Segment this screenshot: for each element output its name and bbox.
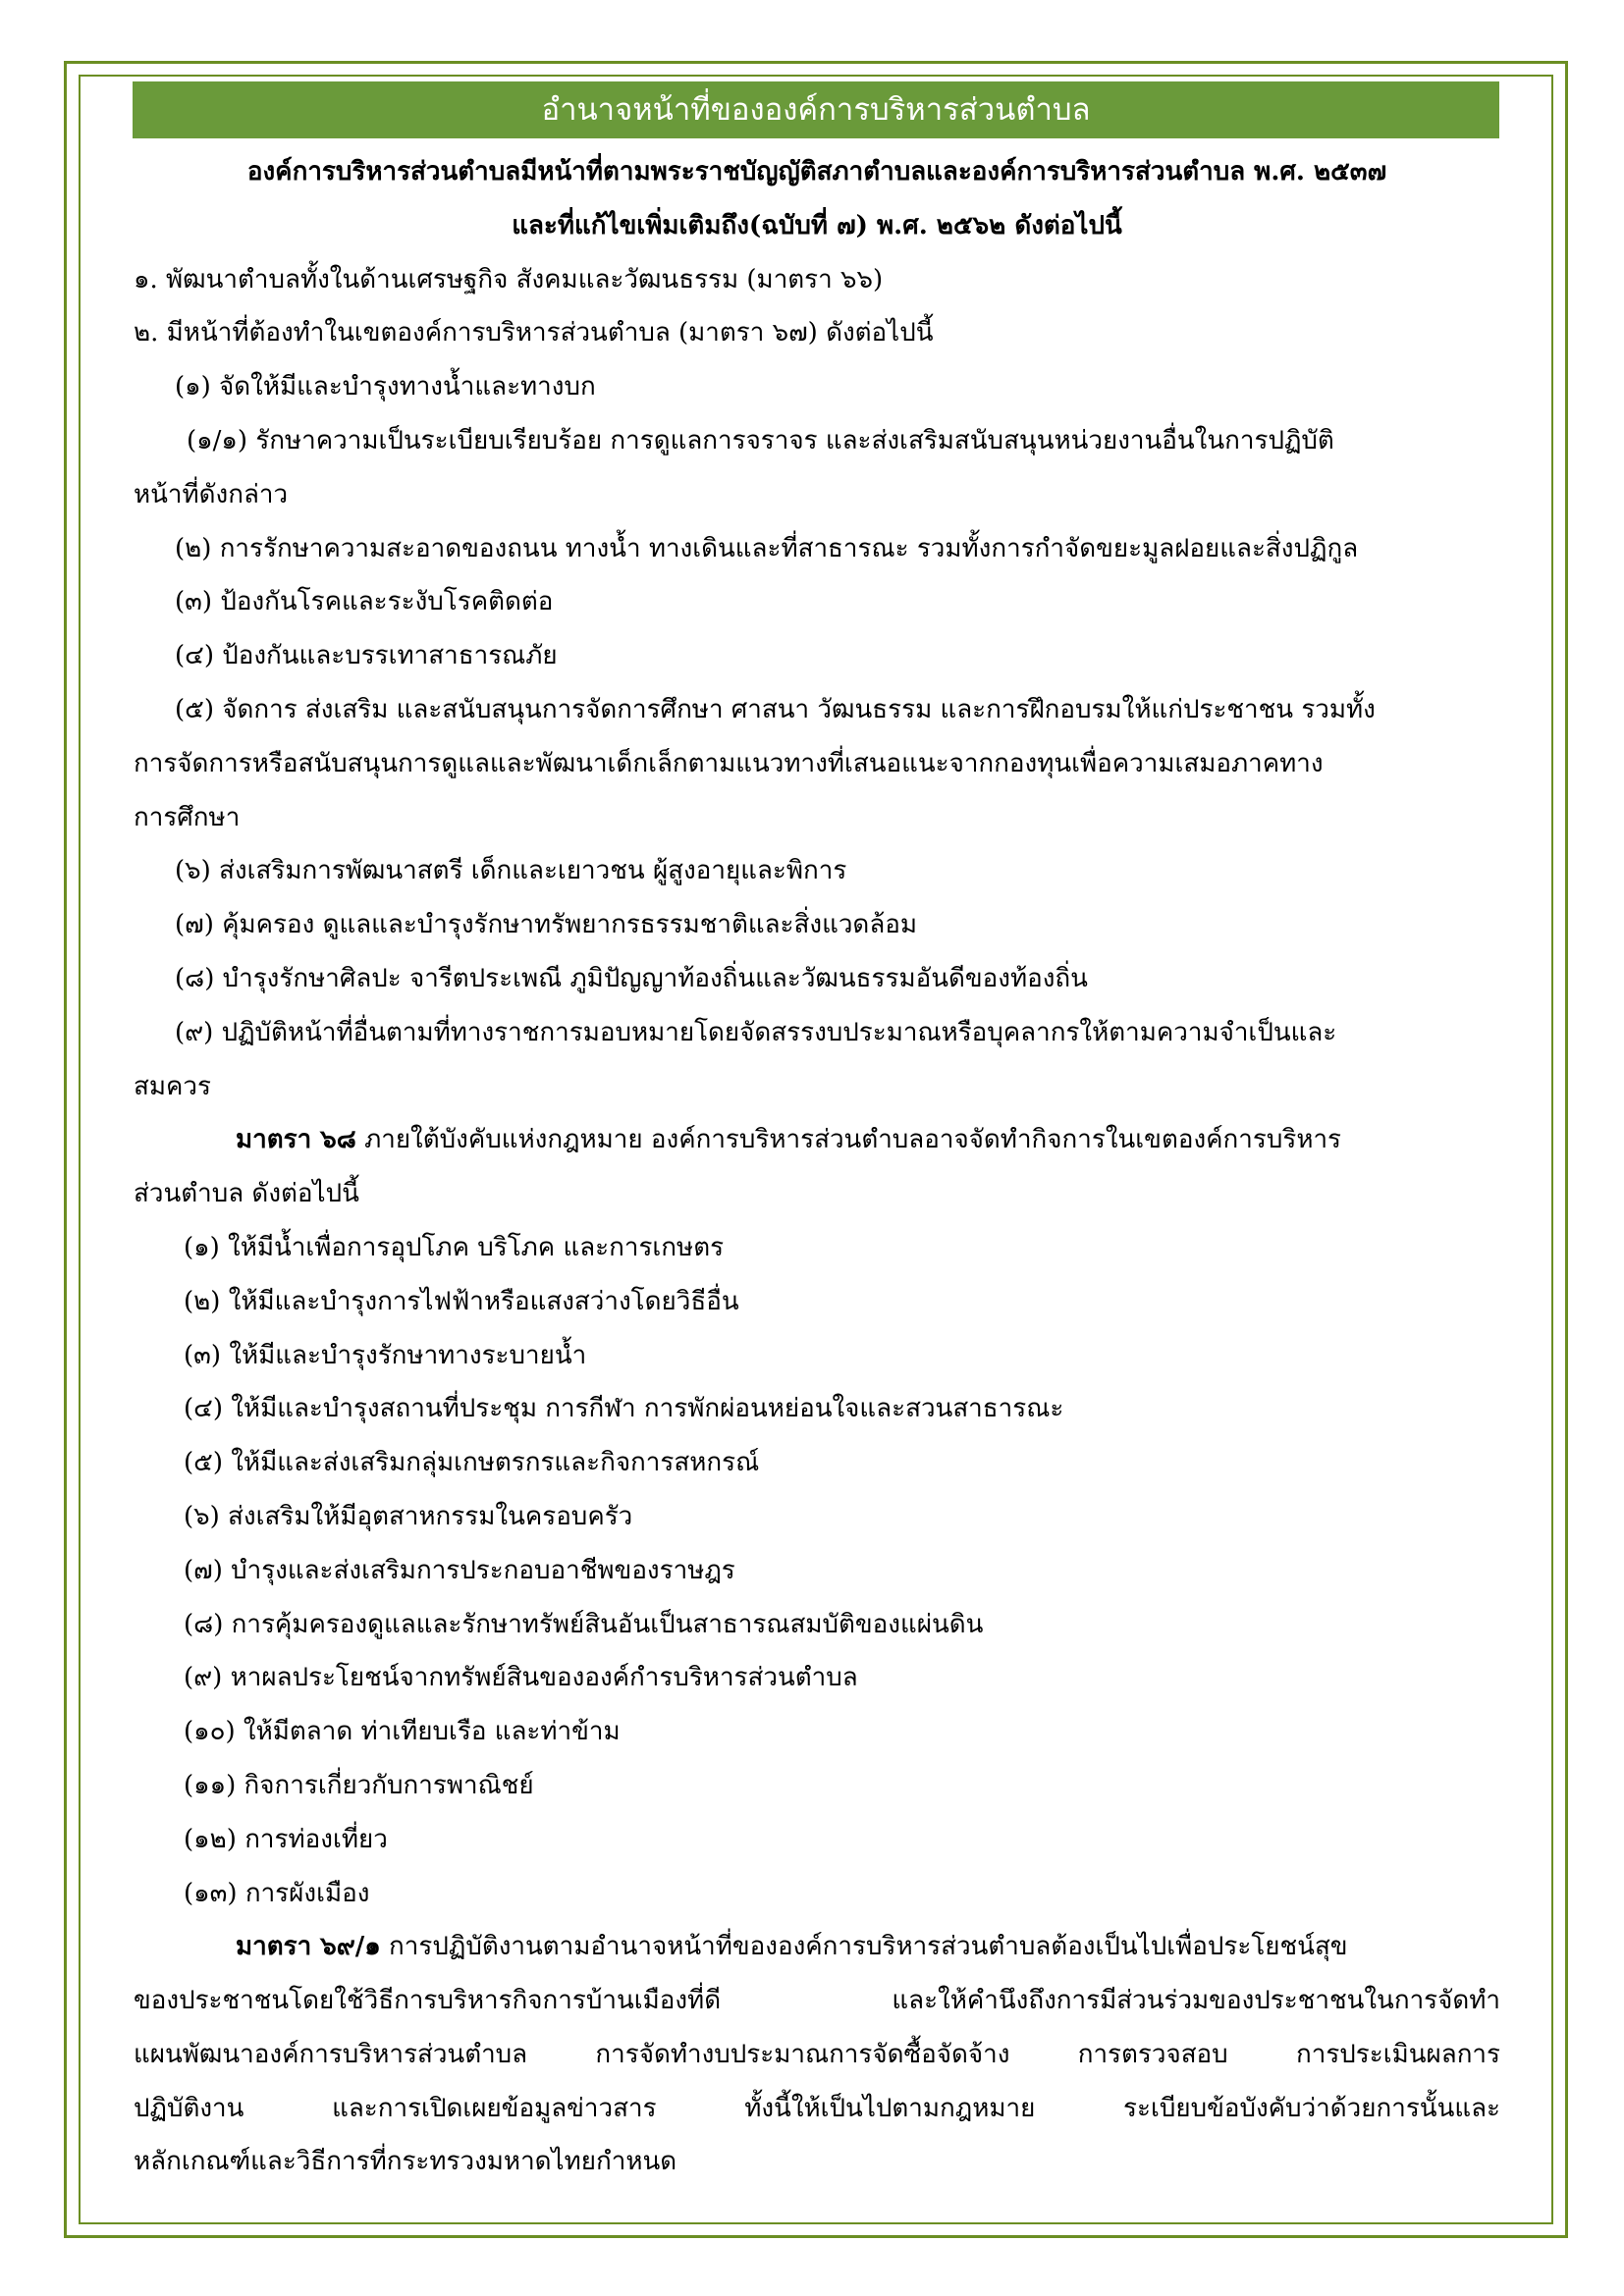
section-69-1-line-5: หลักเกณฑ์และวิธีการที่กระทรวงมหาดไทยกำหนด [134, 2147, 677, 2177]
document-body [134, 145, 1500, 2189]
duty-7: (๗) คุ้มครอง ดูแลและบำรุงรักษาทรัพยากรธรรมชาติและสิ่งแวดล้อม [175, 910, 918, 940]
section-68-item-3: (๓) ให้มีและบำรุงรักษาทางระบายน้ำ [184, 1340, 587, 1370]
section-69-1-text: การปฏิบัติงานตามอำนาจหน้าที่ขององค์การบริหารส่วนตำบลต้องเป็นไปเพื่อประโยชน์สุข [380, 1932, 1348, 1962]
section-68-item-11: (๑๑) กิจการเกี่ยวกับการพาณิชย์ [184, 1770, 534, 1800]
section-68-item-1: (๑) ให้มีน้ำเพื่อการอุปโภค บริโภค และการเกษตร [184, 1232, 725, 1262]
duty-9-line-1: (๙) ปฏิบัติหน้าที่อื่นตามที่ทางราชการมอบหมายโดยจัดสรรงบประมาณหรือบุคลากรให้ตามความจำเป็นและ [175, 1017, 1337, 1047]
section-69-1-line-2: ของประชาชนโดยใช้วิธีการบริหารกิจการบ้านเมืองที่ดี และให้คำนึงถึงการมีส่วนร่วมของประชาชนในการจัดทำ [134, 1986, 1500, 2016]
section-68-item-7: (๗) บำรุงและส่งเสริมการประกอบอาชีพของราษฎร [184, 1555, 735, 1585]
duty-9-line-2: สมควร [134, 1071, 211, 1101]
section-68-item-13: (๑๓) การผังเมือง [184, 1878, 370, 1908]
section-68-item-12: (๑๒) การท่องเที่ยว [184, 1824, 388, 1854]
section-69-1-line-1 [134, 1920, 1500, 1974]
duty-4: (๔) ป้องกันและบรรเทาสาธารณภัย [175, 641, 558, 671]
section-68-item-9: (๙) หาผลประโยชน์จากทรัพย์สินขององค์กำรบริหารส่วนตำบล [184, 1663, 858, 1693]
section-68-item-5: (๕) ให้มีและส่งเสริมกลุ่มเกษตรกรและกิจการสหกรณ์ [184, 1448, 760, 1478]
section-68-item-8: (๘) การคุ้มครองดูแลและรักษาทรัพย์สินอันเป็นสาธารณสมบัติของแผ่นดิน [184, 1609, 984, 1639]
item-1: ๑. พัฒนาตำบลทั้งในด้านเศรษฐกิจ สังคมและวัฒนธรรม (มาตรา ๖๖) [134, 264, 884, 294]
section-68-line-2: ส่วนตำบล ดังต่อไปนี้ [134, 1179, 359, 1209]
duty-8: (๘) บำรุงรักษาศิลปะ จารีตประเพณี ภูมิปัญญาท้องถิ่นและวัฒนธรรมอันดีของท้องถิ่น [175, 963, 1088, 993]
duty-1-1-line-2: หน้าที่ดังกล่าว [134, 479, 289, 509]
item-2: ๒. มีหน้าที่ต้องทำในเขตองค์การบริหารส่วนตำบล (มาตรา ๖๗) ดังต่อไปนี้ [134, 318, 934, 348]
duty-5-line-1: (๕) จัดการ ส่งเสริม และสนับสนุนการจัดการศึกษา ศาสนา วัฒนธรรม และการฝึกอบรมให้แก่ประชาชน รวมทั้ง [175, 694, 1376, 724]
section-68-item-10: (๑๐) ให้มีตลาด ท่าเทียบเรือ และท่าข้าม [184, 1717, 621, 1747]
section-68-item-2: (๒) ให้มีและบำรุงการไฟฟ้าหรือแสงสว่างโดยวิธีอื่น [184, 1286, 739, 1316]
section-69-1-line-3: แผนพัฒนาองค์การบริหารส่วนตำบล การจัดทำงบประมาณการจัดซื้อจัดจ้าง การตรวจสอบ การประเมินผลการ [134, 2039, 1500, 2069]
section-69-1-line-4: ปฏิบัติงาน และการเปิดเผยข้อมูลข่าวสาร ทั้งนี้ให้เป็นไปตามกฎหมาย ระเบียบข้อบังคับว่าด้วยการนั้นและ [134, 2093, 1500, 2123]
section-69-1-label: มาตรา ๖๙/๑ [236, 1932, 381, 1962]
duty-1-1-line-1: (๑/๑) รักษาความเป็นระเบียบเรียบร้อย การดูแลการจราจร และส่งเสริมสนับสนุนหน่วยงานอื่นในการปฏิบัติ [187, 425, 1334, 455]
intro-line-2: และที่แก้ไขเพิ่มเติมถึง(ฉบับที่ ๗) พ.ศ. ๒๕๖๒ ดังต่อไปนี้ [512, 210, 1122, 240]
duty-5-line-2: การจัดการหรือสนับสนุนการดูแลและพัฒนาเด็กเล็กตามแนวทางที่เสนอแนะจากกองทุนเพื่อความเสมอภาคทาง [134, 748, 1324, 778]
intro-line-1: องค์การบริหารส่วนตำบลมีหน้าที่ตามพระราชบัญญัติสภาตำบลและองค์การบริหารส่วนตำบล พ.ศ. ๒๕๓๗ [246, 157, 1387, 187]
section-68-text: ภายใต้บังคับแห่งกฎหมาย องค์การบริหารส่วนตำบลอาจจัดทำกิจการในเขตองค์การบริหาร [355, 1125, 1342, 1155]
section-68-item-6: (๖) ส่งเสริมให้มีอุตสาหกรรมในครอบครัว [184, 1501, 633, 1531]
duty-2: (๒) การรักษาความสะอาดของถนน ทางน้ำ ทางเดินและที่สาธารณะ รวมทั้งการกำจัดขยะมูลฝอยและสิ่งปฏิกูล [175, 533, 1359, 563]
section-68-label: มาตรา ๖๘ [236, 1125, 356, 1155]
section-68-item-4: (๔) ให้มีและบำรุงสถานที่ประชุม การกีฬา การพักผ่อนหย่อนใจและสวนสาธารณะ [184, 1394, 1064, 1424]
section-68-line-1 [134, 1113, 1500, 1167]
duty-1: (๑) จัดให้มีและบำรุงทางน้ำและทางบก [175, 372, 596, 402]
duty-3: (๓) ป้องกันโรคและระงับโรคติดต่อ [175, 587, 554, 617]
duty-6: (๖) ส่งเสริมการพัฒนาสตรี เด็กและเยาวชน ผู้สูงอายุและพิการ [175, 856, 847, 886]
document-title: อำนาจหน้าที่ขององค์การบริหารส่วนตำบล [133, 81, 1499, 138]
duty-5-line-3: การศึกษา [134, 802, 241, 832]
